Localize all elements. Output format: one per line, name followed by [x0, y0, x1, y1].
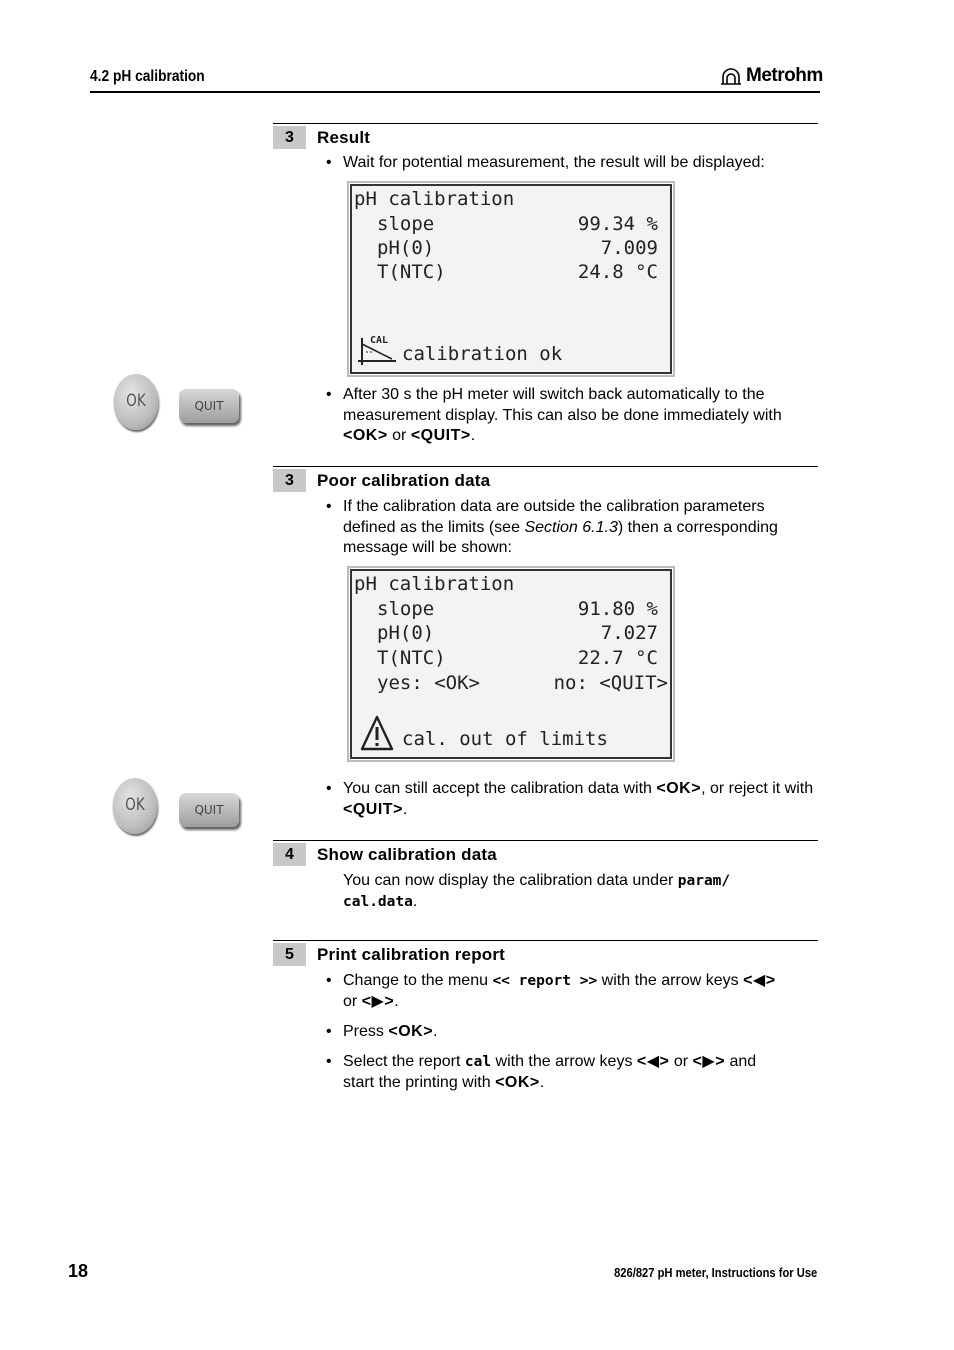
lcd-value: 24.8 °C: [577, 261, 658, 283]
quit-button[interactable]: QUIT: [179, 793, 239, 827]
lcd-yes: yes: <OK>: [377, 672, 480, 694]
poor-bullet-2: [343, 779, 821, 820]
print-text: start the printing with: [343, 1073, 491, 1091]
section-title: 4.2 pH calibration: [90, 68, 205, 85]
or-word: or: [392, 427, 407, 444]
poor-bullet-1-text: If the calibration data are outside the calibration parameters defined as the limits (see: [343, 498, 765, 536]
key-quit: <QUIT>: [410, 427, 471, 444]
key-left-arrow: <◀>: [636, 1053, 670, 1070]
lcd-value: 7.009: [600, 237, 658, 259]
bullet: •: [326, 1053, 332, 1070]
lcd-title: pH calibration: [354, 573, 515, 595]
print-text: Change to the menu: [343, 972, 488, 989]
brand-name: Metrohm: [746, 65, 823, 86]
print-bullet-3: [343, 1052, 821, 1093]
print-text: Press: [343, 1023, 384, 1040]
step-title: Poor calibration data: [317, 471, 491, 490]
bullet: •: [326, 498, 332, 515]
key-ok: <OK>: [656, 780, 702, 797]
cal-icon-label: CAL: [370, 335, 389, 346]
step-number: 3: [273, 469, 306, 492]
step-rule: [273, 940, 818, 941]
lcd-status: calibration ok: [402, 343, 563, 365]
show-text: [343, 871, 821, 912]
key-left-arrow: <◀>: [743, 972, 776, 989]
menu-path: cal.data: [343, 893, 413, 910]
or-word: or: [343, 992, 358, 1010]
lcd-label: T(NTC): [377, 647, 446, 669]
show-text-body: You can now display the calibration data under: [343, 872, 674, 889]
step-title: Show calibration data: [317, 845, 497, 864]
lcd-label: slope: [377, 213, 435, 235]
period: .: [539, 1073, 545, 1091]
step-number: 5: [273, 943, 306, 966]
lcd-status: cal. out of limits: [402, 728, 608, 750]
step-number: 4: [273, 843, 306, 866]
lcd-label: slope: [377, 598, 435, 620]
period: .: [412, 892, 418, 910]
ok-button[interactable]: OK: [114, 374, 159, 430]
print-text: with the arrow keys: [495, 1053, 633, 1070]
key-ok: <OK>: [495, 1073, 540, 1091]
lcd-no: no: <QUIT>: [553, 672, 668, 694]
quit-button[interactable]: QUIT: [179, 389, 239, 423]
print-text: Select the report: [343, 1053, 461, 1070]
step-rule: [273, 840, 818, 841]
bullet: •: [326, 972, 332, 989]
lcd-value: 22.7 °C: [577, 647, 658, 669]
period: .: [470, 427, 476, 444]
lcd-label: pH(0): [377, 622, 435, 644]
section-reference: Section 6.1.3: [524, 518, 618, 536]
brand-logo: [720, 65, 823, 87]
lcd-display-result: [350, 184, 672, 374]
ok-button[interactable]: OK: [113, 778, 158, 834]
result-bullet-2-text: After 30 s the pH meter will switch back automatically to the measurement display. This can also be done immediately with: [343, 386, 782, 424]
poor-bullet-2-text: You can still accept the calibration data with: [343, 780, 652, 797]
result-bullet-2: [343, 385, 821, 447]
key-ok: <OK>: [388, 1023, 434, 1040]
poor-bullet-1: [343, 497, 821, 559]
menu-name: << report >>: [492, 973, 598, 989]
poor-bullet-2-text-end: , or reject it with: [701, 780, 814, 797]
lcd-value: 91.80 %: [577, 598, 658, 620]
lcd-value: 7.027: [600, 622, 658, 644]
key-right-arrow: <▶>: [692, 1053, 726, 1070]
step-title: Result: [317, 128, 371, 147]
step-rule: [273, 466, 818, 467]
step-title: Print calibration report: [317, 945, 506, 964]
warning-icon: [360, 715, 394, 751]
lcd-title: pH calibration: [354, 188, 515, 210]
bullet: •: [326, 386, 332, 403]
poor-bullet-1-text-end: ) then a corresponding message will be shown:: [343, 518, 778, 556]
page-number: 18: [68, 1261, 89, 1281]
bullet: •: [326, 1023, 332, 1040]
print-bullet-1: [343, 971, 821, 1012]
key-ok: <OK>: [343, 427, 388, 444]
print-bullet-2: [343, 1022, 821, 1043]
key-right-arrow: <▶>: [361, 992, 395, 1010]
lcd-display-poor: [350, 569, 672, 759]
and-word: and: [729, 1053, 757, 1070]
step-number: 3: [273, 126, 306, 149]
key-quit: <QUIT>: [343, 800, 403, 818]
bullet: •: [326, 154, 332, 171]
lcd-label: T(NTC): [377, 261, 446, 283]
print-text: with the arrow keys: [601, 972, 739, 989]
metrohm-logo-icon: [720, 67, 742, 85]
period: .: [433, 1023, 438, 1040]
report-name: cal: [464, 1054, 492, 1070]
or-word: or: [673, 1053, 689, 1070]
result-bullet-1: Wait for potential measurement, the result will be displayed:: [343, 154, 765, 171]
bullet: •: [326, 780, 332, 797]
step-rule: [273, 123, 818, 124]
period: .: [402, 800, 408, 818]
lcd-label: pH(0): [377, 237, 435, 259]
lcd-value: 99.34 %: [577, 213, 658, 235]
period: .: [394, 992, 399, 1010]
menu-path: param/: [677, 873, 731, 889]
header-rule: [90, 91, 820, 93]
footer-title: 826/827 pH meter, Instructions for Use: [613, 1265, 817, 1280]
